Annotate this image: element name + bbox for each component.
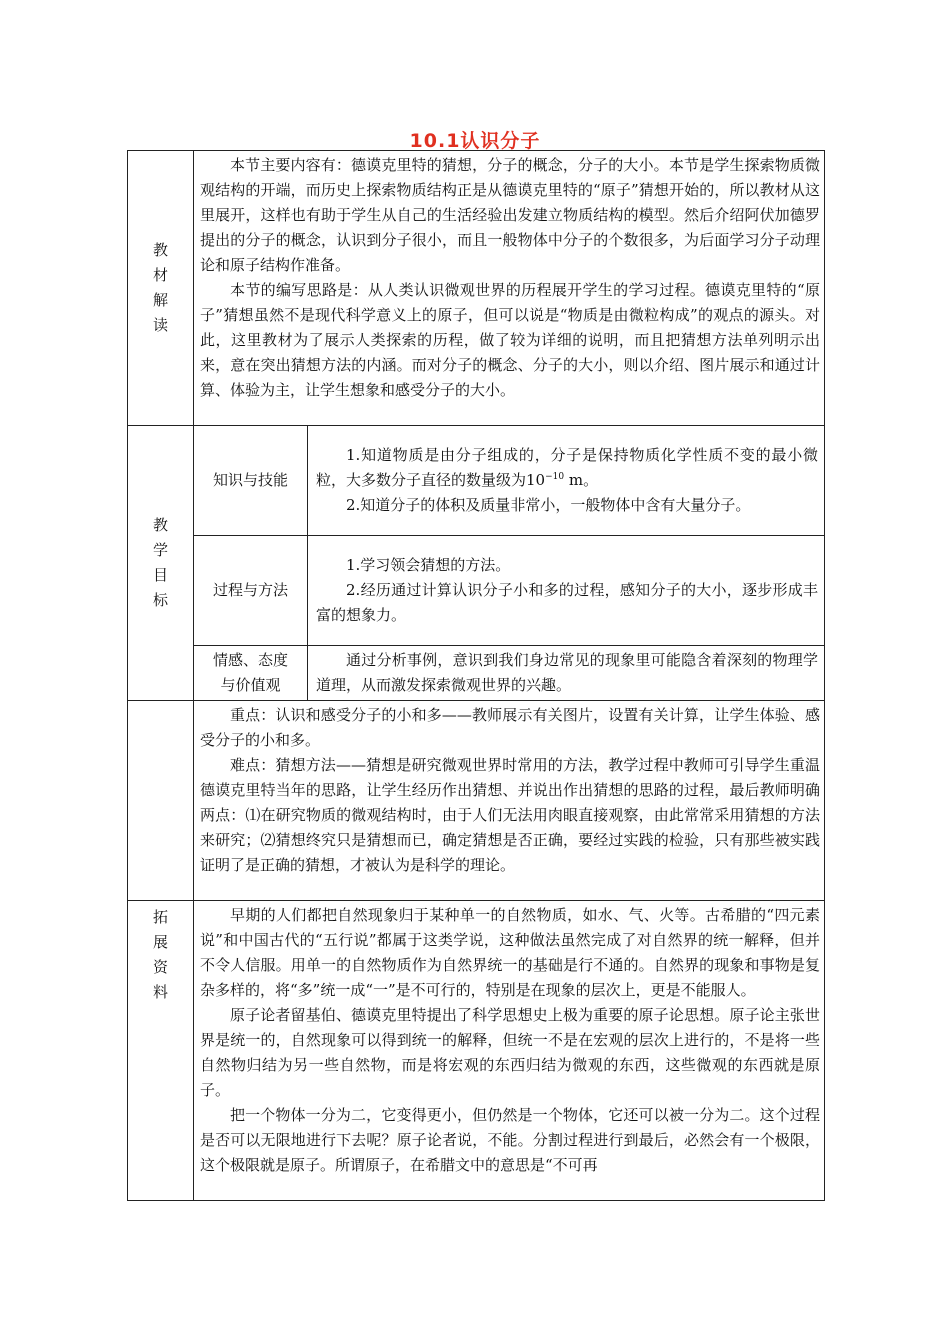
lesson-table [127,150,825,1201]
textbook-reading-content [194,151,825,426]
label-emotion-values: 情感、态度 与价值观 [194,646,308,701]
label-knowledge-skills: 知识与技能 [194,426,308,536]
reading-paragraph: 本节主要内容有：德谟克里特的猜想，分子的概念，分子的大小。本节是学生探索物质微观结构的开端，而历史上探索物质结构正是从德谟克里特的“原子”猜想开始的，所以教材从这里展开，这样也有助于学生从自己的生活经验出发建立物质结构的模型。然后介绍阿伏加德罗提出的分子的概念，认识到分子很小，而且一般物体中分子的个数很多，为后面学习分子动理论和原子结构作准备。 [200,156,821,274]
key-point-paragraph: 难点：猜想方法——猜想是研究微观世界时常用的方法，教学过程中教师可引导学生重温德谟克里特当年的思路，让学生经历作出猜想、并说出作出猜想的思路的过程，最后教师明确两点：⑴在研究物质的微观结构时，由于人们无法用肉眼直接观察，由此常常采用猜想的方法来研究；⑵猜想终究只是猜想而已，确定猜想是否正确，要经过实践的检验，只有那些被实践证明了是正确的猜想，才被认为是科学的理论。 [200,756,821,874]
knowledge-skills-content: 1.知道物质是由分子组成的，分子是保持物质化学性质不变的最小微粒，大多数分子直径的数量级为$10^{-10}$ m。 2.知道分子的体积及质量非常小，一般物体中含有大量分子。 [308,426,825,536]
label-textbook-reading: 教 材 解 读 [128,151,194,426]
extension-paragraph: 原子论者留基伯、德谟克里特提出了科学思想史上极为重要的原子论思想。原子论主张世界是统一的，自然现象可以得到统一的解释，但统一不是在宏观的层次上进行的，不是将一些自然物归结为另一些自然物，而是将宏观的东西归结为微观的东西，这些微观的东西就是原子。 [200,1006,821,1099]
page-title: 10.1认识分子 [409,130,541,152]
label-key-points [128,701,194,901]
process-methods-content: 1.学习领会猜想的方法。 2.经历通过计算认识分子小和多的过程，感知分子的大小，逐步形成丰富的想象力。 [308,536,825,646]
key-point-paragraph: 重点：认识和感受分子的小和多——教师展示有关图片，设置有关计算，让学生体验、感受分子的小和多。 [200,706,821,749]
row-extension [128,901,825,1201]
label-extension: 拓 展 资 料 [128,901,194,1201]
label-process-methods: 过程与方法 [194,536,308,646]
row-goal-emotion [128,646,825,701]
emotion-values-content: 通过分析事例，意识到我们身边常见的现象里可能隐含着深刻的物理学道理，从而激发探索微观世界的兴趣。 [308,646,825,701]
row-goal-knowledge [128,426,825,536]
extension-paragraph: 把一个物体一分为二，它变得更小，但仍然是一个物体，它还可以被一分为二。这个过程是否可以无限地进行下去呢？原子论者说，不能。分割过程进行到最后，必然会有一个极限，这个极限就是原子。所谓原子，在希腊文中的意思是“不可再 [200,1106,821,1174]
reading-paragraph: 本节的编写思路是：从人类认识微观世界的历程展开学生的学习过程。德谟克里特的“原子”猜想虽然不是现代科学意义上的原子，但可以说是“物质是由微粒构成”的观点的源头。对此，这里教材为了展示人类探索的历程，做了较为详细的说明，而且把猜想方法单列明示出来，意在突出猜想方法的内涵。而对分子的概念、分子的大小，则以介绍、图片展示和通过计算、体验为主，让学生想象和感受分子的大小。 [200,281,821,399]
row-textbook-reading [128,151,825,426]
label-teaching-goals: 教 学 目 标 [128,426,194,701]
extension-paragraph: 早期的人们都把自然现象归于某种单一的自然物质，如水、气、火等。古希腊的“四元素说”和中国古代的“五行说”都属于这类学说，这种做法虽然完成了对自然界的统一解释，但并不令人信服。用单一的自然物质作为自然界统一的基础是行不通的。自然界的现象和事物是复杂多样的，将“多”统一成“一”是不可行的，特别是在现象的层次上，更是不能服人。 [200,906,821,999]
extension-content [194,901,825,1201]
row-goal-process [128,536,825,646]
key-points-content [194,701,825,901]
row-key-points [128,701,825,901]
